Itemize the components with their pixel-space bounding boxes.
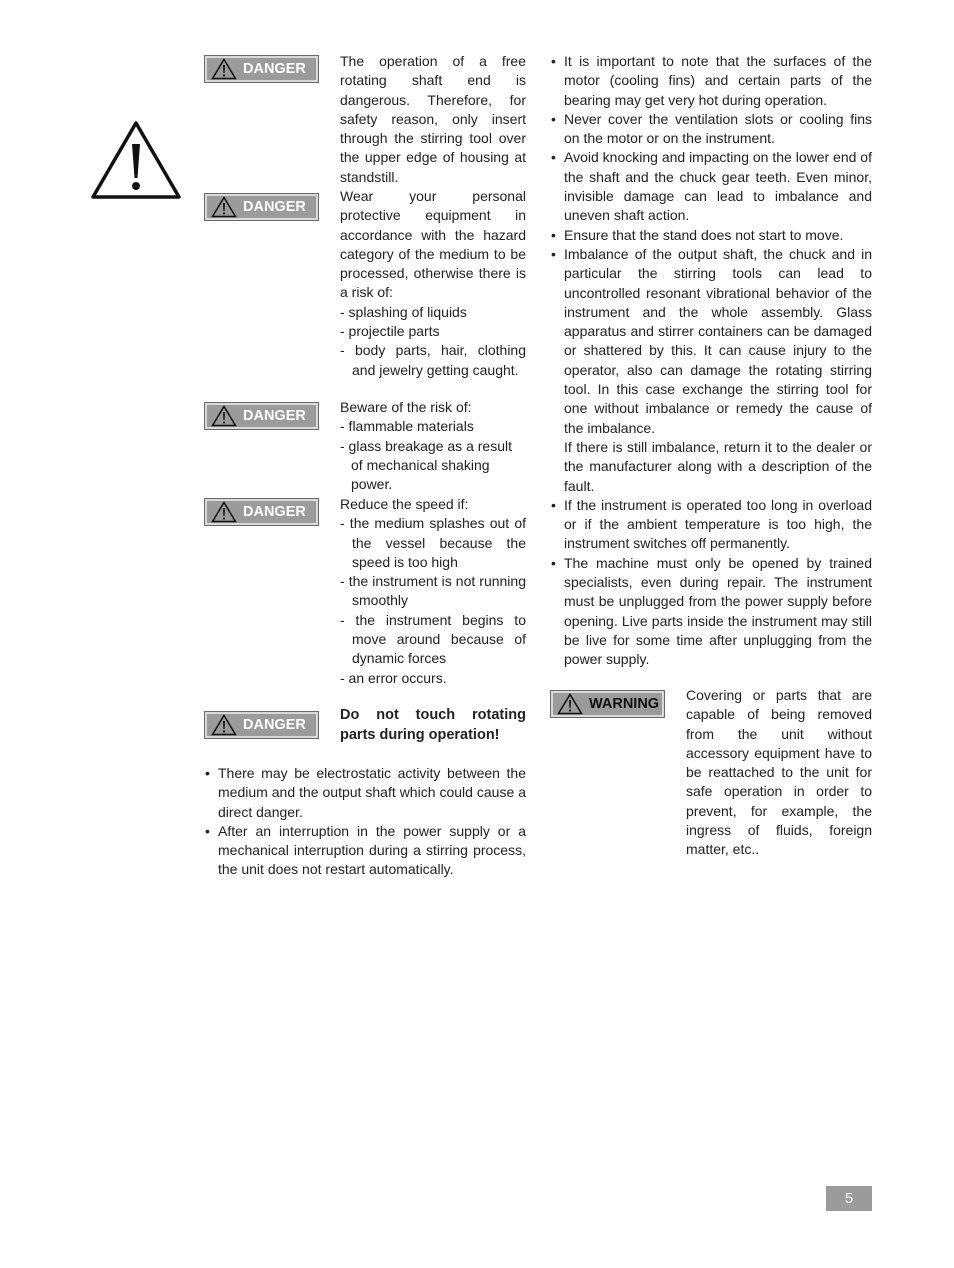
danger-label-text: DANGER: [243, 504, 306, 520]
left-bullet-list: [205, 764, 526, 880]
danger-text-speed: Reduce the speed if: - the medium splashes out of the vessel because the speed is too high - the instrument is not running smoothly - the instrument begins to move around because of dynamic forces - an error occurs.: [340, 496, 526, 686]
warning-triangle-icon: [211, 714, 237, 736]
warning-label: [550, 690, 665, 718]
page-number: 5: [826, 1186, 872, 1211]
danger-text-rotating: Do not touch rotating parts during operation!: [340, 707, 526, 743]
danger-label: [204, 402, 319, 430]
danger-text-ppe: Wear your personal protective equipment in accordance with the hazard category of the medium to be processed, otherwise there is a risk of: - splashing of liquids - projectile parts - body parts, hair, clothing and jewelry getting caught.: [340, 188, 526, 378]
warning-triangle-icon: [90, 120, 182, 200]
list-item: • Never cover the ventilation slots or cooling fins on the motor or on the instrument.: [551, 110, 872, 149]
danger-label: [204, 711, 319, 739]
list-item: • It is important to note that the surfaces of the motor (cooling fins) and certain parts of the bearing may get very hot during operation.: [551, 52, 872, 110]
warning-text-covering: Covering or parts that are capable of being removed from the unit without accessory equipment have to be reattached to the unit for safe operation in order to prevent, for example, the ingress of fluids, foreign matter, etc..: [686, 687, 872, 858]
danger-label-text: DANGER: [243, 717, 306, 733]
warning-triangle-icon: [211, 58, 237, 80]
list-item: • Ensure that the stand does not start to move.: [551, 226, 872, 245]
warning-triangle-icon: [211, 196, 237, 218]
warning-triangle-icon: [211, 405, 237, 427]
danger-label: [204, 498, 319, 526]
list-item: • There may be electrostatic activity between the medium and the output shaft which could cause a direct danger.: [205, 764, 526, 822]
list-item: • After an interruption in the power supply or a mechanical interruption during a stirring process, the unit does not restart automatically.: [205, 822, 526, 880]
list-item: • The machine must only be opened by trained specialists, even during repair. The instrument must be unplugged from the power supply before opening. Live parts inside the instrument may still be live for some time after unplugging from the power supply.: [551, 554, 872, 670]
danger-label: [204, 55, 319, 83]
list-item: • If the instrument is operated too long in overload or if the ambient temperature is too high, the instrument switches off permanently.: [551, 496, 872, 554]
list-item: • Avoid knocking and impacting on the lower end of the shaft and the chuck gear teeth. Even minor, invisible damage can lead to imbalance and uneven shaft action.: [551, 148, 872, 225]
danger-text-shaft: The operation of a free rotating shaft end is dangerous. Therefore, for safety reason, only insert through the stirring tool over the upper edge of housing at standstill.: [340, 53, 526, 185]
warning-label-text: WARNING: [589, 696, 660, 712]
danger-label-text: DANGER: [243, 61, 306, 77]
danger-label-text: DANGER: [243, 408, 306, 424]
list-item: • Imbalance of the output shaft, the chuck and in particular the stirring tools can lead to uncontrolled resonant vibrational behavior of the instrument and the whole assembly. Glass apparatus and stirrer containers can be damaged or shattered by this. It can cause injury to the operator, also can damage the rotating stirring tool. In this case exchange the stirring tool for one without imbalance or remedy the cause of the imbalance. If there is still imbalance, return it to the dealer or the manufacturer along with a description of the fault.: [551, 245, 872, 496]
danger-text-risk: Beware of the risk of: - flammable materials - glass breakage as a result of mechanical shaking power.: [340, 399, 512, 493]
danger-label-text: DANGER: [243, 199, 306, 215]
warning-triangle-icon: [211, 501, 237, 523]
right-bullet-list: [551, 52, 872, 670]
warning-triangle-icon: [557, 693, 583, 715]
danger-label: [204, 193, 319, 221]
